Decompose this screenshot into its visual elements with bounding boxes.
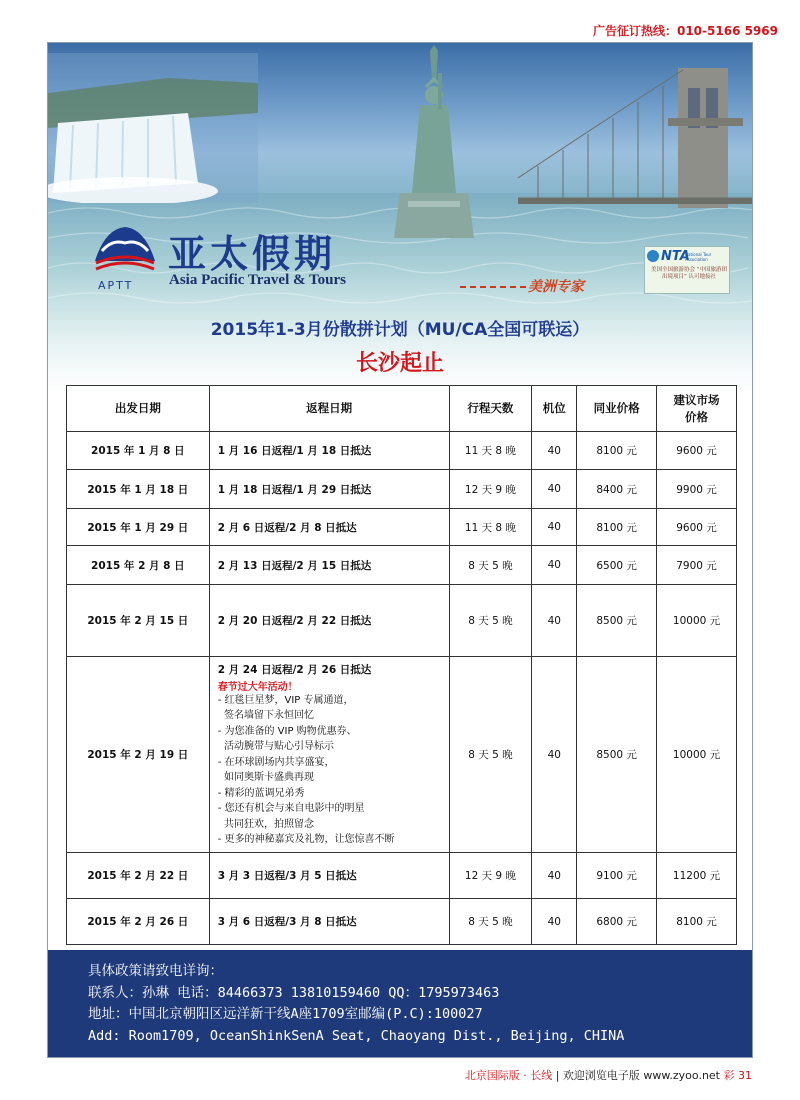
- cell-market-price: 11200 元: [657, 853, 737, 899]
- table-row: [67, 899, 737, 945]
- route-heading: 长沙起止: [355, 351, 444, 376]
- header-seats: 机位: [532, 386, 577, 432]
- cell-market-price: 9900 元: [657, 470, 737, 509]
- cell-depart: 2015 年 1 月 29 日: [67, 509, 210, 546]
- cell-days: 8 天 5 晚: [449, 657, 532, 853]
- nta-logo-text: NTA: [661, 249, 690, 264]
- schedule-table: [66, 385, 737, 945]
- promo-item: 签名墙留下永恒回忆: [217, 710, 315, 721]
- header-market-price-line2: 价格: [685, 409, 709, 424]
- cell-seats: 40: [532, 432, 577, 470]
- cell-return-text: 2 月 24 日返程/2 月 26 日抵达: [217, 663, 372, 676]
- cell-trade-price: 9100 元: [577, 853, 657, 899]
- table-row: [67, 509, 737, 546]
- cell-seats: 40: [532, 853, 577, 899]
- cell-market-price: 10000 元: [657, 585, 737, 657]
- cell-market-price: 9600 元: [657, 432, 737, 470]
- promo-item: - 更多的神秘嘉宾及礼物，让您惊喜不断: [217, 834, 395, 845]
- cell-trade-price: 8500 元: [577, 585, 657, 657]
- hero-banner: [48, 43, 752, 388]
- promo-item: 如同奥斯卡盛典再现: [217, 772, 315, 783]
- contact-footer: [48, 950, 752, 1058]
- promo-item: - 红毯巨星梦，VIP 专属通道，: [217, 694, 354, 706]
- contact-person-phone: 联系人：孙琳 电话：84466373 13810159460 QQ：1795973463: [88, 984, 500, 1001]
- header-trade-price: 同业价格: [577, 386, 657, 432]
- ad-hotline: 广告征订热线：010-5166 5969: [592, 24, 778, 38]
- table-row: [67, 470, 737, 509]
- cell-depart: 2015 年 2 月 22 日: [67, 853, 210, 899]
- cell-trade-price: 8100 元: [577, 432, 657, 470]
- header-market-price: [657, 386, 737, 432]
- aptt-logo-icon: [90, 221, 160, 273]
- cell-depart: 2015 年 2 月 15 日: [67, 585, 210, 657]
- cell-seats: 40: [532, 509, 577, 546]
- cell-seats: 40: [532, 546, 577, 585]
- cell-return: 2 月 13 日返程/2 月 15 日抵达: [209, 546, 449, 585]
- brooklyn-bridge-image: [518, 58, 753, 223]
- table-row: [67, 853, 737, 899]
- page-footer: [465, 1067, 752, 1083]
- cell-return: 3 月 3 日返程/3 月 5 日抵达: [209, 853, 449, 899]
- cell-market-price: 8100 元: [657, 899, 737, 945]
- promo-list: [218, 693, 449, 848]
- cell-days: 8 天 5 晚: [449, 899, 532, 945]
- table-row-promo: [67, 657, 737, 853]
- globe-icon: [647, 250, 659, 262]
- cell-days: 11 天 8 晚: [449, 432, 532, 470]
- table-row: [67, 432, 737, 470]
- contact-intro: 具体政策请致电详询：: [88, 963, 223, 979]
- cell-depart: 2015 年 2 月 26 日: [67, 899, 210, 945]
- promo-item: 共同狂欢，拍照留念: [217, 818, 315, 830]
- page-section: 北京国际版 · 长线: [464, 1069, 553, 1082]
- cell-seats: 40: [532, 657, 577, 853]
- cell-trade-price: 6800 元: [577, 899, 657, 945]
- cell-return: 2 月 20 日返程/2 月 22 日抵达: [209, 585, 449, 657]
- cell-trade-price: 8500 元: [577, 657, 657, 853]
- cell-trade-price: 8400 元: [577, 470, 657, 509]
- cell-return: 2 月 6 日返程/2 月 8 日抵达: [209, 509, 449, 546]
- promo-title: 春节过大年活动！: [217, 681, 298, 693]
- cell-days: 8 天 5 晚: [449, 546, 532, 585]
- table-row: [67, 585, 737, 657]
- header-return: 返程日期: [209, 386, 449, 432]
- page-number: 彩 31: [723, 1069, 752, 1082]
- promo-item: - 您还有机会与来自电影中的明星: [217, 803, 365, 814]
- waterfall-image: [48, 53, 258, 203]
- cell-trade-price: 6500 元: [577, 546, 657, 585]
- header-days: 行程天数: [449, 386, 532, 432]
- cell-return: 1 月 18 日返程/1 月 29 日抵达: [209, 470, 449, 509]
- cell-depart: 2015 年 2 月 19 日: [67, 657, 210, 853]
- cell-depart: 2015 年 1 月 8 日: [67, 432, 210, 470]
- cell-depart: 2015 年 2 月 8 日: [67, 546, 210, 585]
- travel-flyer: [47, 42, 753, 1058]
- cell-market-price: 7900 元: [657, 546, 737, 585]
- plan-title: 2015年1-3月份散拼计划（MU/CA全国可联运）: [210, 320, 590, 340]
- cell-days: 11 天 8 晚: [449, 509, 532, 546]
- nta-subtitle: National Tour Association: [685, 252, 712, 262]
- cell-seats: 40: [532, 585, 577, 657]
- cell-trade-price: 8100 元: [577, 509, 657, 546]
- nta-chinese-text: 美国全国旅游协会 “中国旅游团出境项目” 认可地接社: [650, 267, 728, 280]
- promo-item: - 精彩的蓝调兄弟秀: [217, 787, 305, 799]
- cell-days: 8 天 5 晚: [449, 585, 532, 657]
- nta-badge: [644, 246, 730, 294]
- table-header-row: [67, 386, 737, 432]
- contact-address-en: Add: Room1709, OceanShinkSenA Seat, Chaoyang Dist., Beijing, CHINA: [88, 1027, 625, 1044]
- cell-seats: 40: [532, 470, 577, 509]
- header-depart: 出发日期: [67, 386, 210, 432]
- tagline-divider: [460, 286, 526, 288]
- header-market-price-line1: 建议市场: [673, 392, 720, 407]
- brand-name-english: Asia Pacific Travel & Tours: [169, 272, 346, 288]
- page-divider: |: [555, 1069, 563, 1082]
- promo-item: - 为您准备的 VIP 购物优惠券、: [217, 725, 357, 737]
- statue-of-liberty-image: [378, 43, 488, 238]
- promo-item: - 在环球剧场内共享盛宴，: [217, 756, 335, 768]
- cell-return-promo: [209, 657, 449, 853]
- schedule-table-wrapper: [66, 385, 737, 945]
- table-row: [67, 546, 737, 585]
- cell-seats: 40: [532, 899, 577, 945]
- cell-market-price: 9600 元: [657, 509, 737, 546]
- promo-item: 活动腕带与贴心引导标示: [217, 741, 335, 752]
- brand-name-chinese: 亚太假期: [168, 231, 337, 276]
- cell-market-price: 10000 元: [657, 657, 737, 853]
- cell-days: 12 天 9 晚: [449, 853, 532, 899]
- cell-return: 3 月 6 日返程/3 月 8 日抵达: [209, 899, 449, 945]
- page-footer-text: 欢迎浏览电子版 www.zyoo.net: [562, 1069, 720, 1082]
- cell-days: 12 天 9 晚: [449, 470, 532, 509]
- logo-abbreviation: APTT: [98, 279, 134, 292]
- cell-depart: 2015 年 1 月 18 日: [67, 470, 210, 509]
- contact-address-cn: 地址：中国北京朝阳区远洋新干线A座1709室邮编(P.C):100027: [88, 1006, 483, 1022]
- cell-return: 1 月 16 日返程/1 月 18 日抵达: [209, 432, 449, 470]
- brand-tagline: 美洲专家: [528, 279, 584, 295]
